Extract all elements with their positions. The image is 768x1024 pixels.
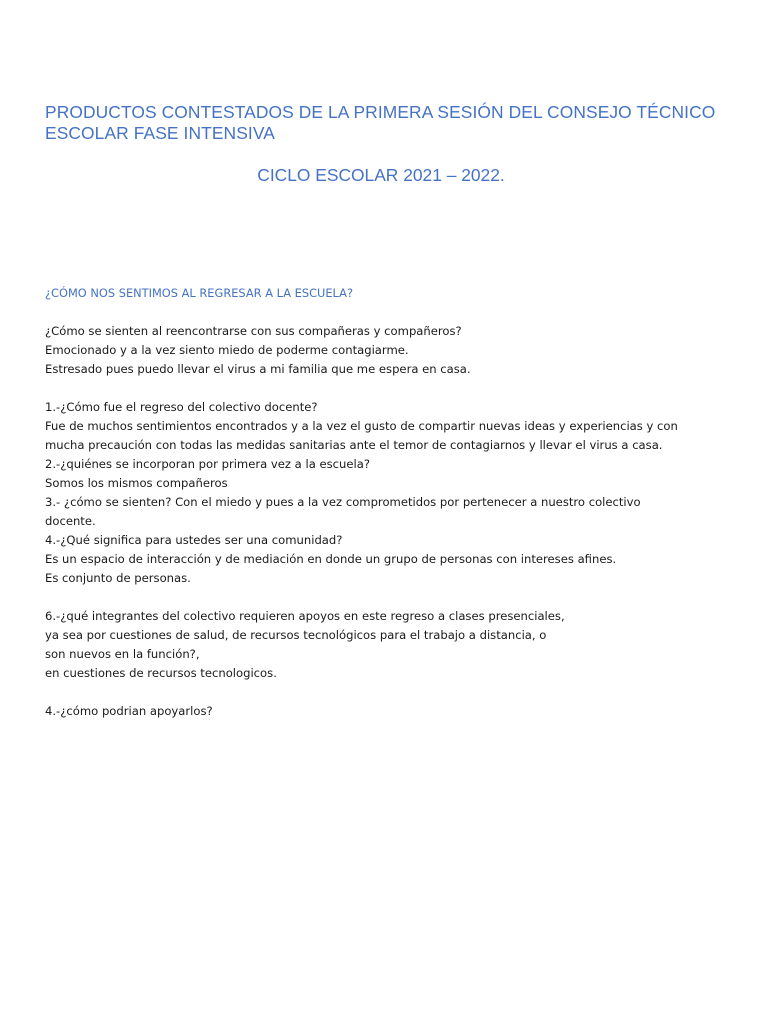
paragraph-line: Es un espacio de interacción y de mediación en donde un grupo de personas con intereses afines. [45,552,617,566]
spacer [45,303,735,322]
document-title-line-2: ESCOLAR FASE INTENSIVA [45,123,275,143]
school-year-subtitle [0,165,768,186]
paragraph-line: Es conjunto de personas. [45,571,191,585]
spacer [45,683,735,702]
paragraph-support-question [45,702,735,721]
paragraph-line: docente. [45,514,96,528]
document-title-line-1: PRODUCTOS CONTESTADOS DE LA PRIMERA SESIÓN DEL CONSEJO TÉCNICO [45,102,716,122]
paragraph-line: Emocionado y a la vez siento miedo de poderme contagiarme. [45,343,409,357]
paragraph-line: en cuestiones de recursos tecnologicos. [45,666,277,680]
paragraph-questions-1-4 [45,398,735,588]
paragraph-line: 4.-¿cómo podrian apoyarlos? [45,704,213,718]
paragraph-line: 1.-¿Cómo fue el regreso del colectivo docente? [45,400,318,414]
document-title [45,102,735,144]
school-year-text: CICLO ESCOLAR 2021 – 2022. [257,165,505,185]
paragraph-line: 6.-¿qué integrantes del colectivo requieren apoyos en este regreso a clases presenciales, [45,609,565,623]
paragraph-line: ya sea por cuestiones de salud, de recursos tecnológicos para el trabajo a distancia, o [45,628,547,642]
paragraph-line: ¿Cómo se sienten al reencontrarse con sus compañeras y compañeros? [45,324,462,338]
paragraph-line: 2.-¿quiénes se incorporan por primera vez a la escuela? [45,457,370,471]
spacer [45,588,735,607]
document-body [45,284,735,721]
spacer [45,379,735,398]
paragraph-question-6 [45,607,735,683]
paragraph-line: Fue de muchos sentimientos encontrados y a la vez el gusto de compartir nuevas ideas y experiencias y con [45,419,678,433]
section-heading: ¿CÓMO NOS SENTIMOS AL REGRESAR A LA ESCUELA? [45,286,353,300]
paragraph-line: 3.- ¿cómo se sienten? Con el miedo y pues a la vez comprometidos por pertenecer a nuestro colectivo [45,495,641,509]
paragraph-line: Estresado pues puedo llevar el virus a mi familia que me espera en casa. [45,362,471,376]
paragraph-line: Somos los mismos compañeros [45,476,228,490]
paragraph-line: mucha precaución con todas las medidas sanitarias ante el temor de contagiarnos y llevar el virus a casa. [45,438,663,452]
paragraph-line: 4.-¿Qué significa para ustedes ser una comunidad? [45,533,343,547]
paragraph-line: son nuevos en la función?, [45,647,200,661]
paragraph-feelings [45,322,735,379]
